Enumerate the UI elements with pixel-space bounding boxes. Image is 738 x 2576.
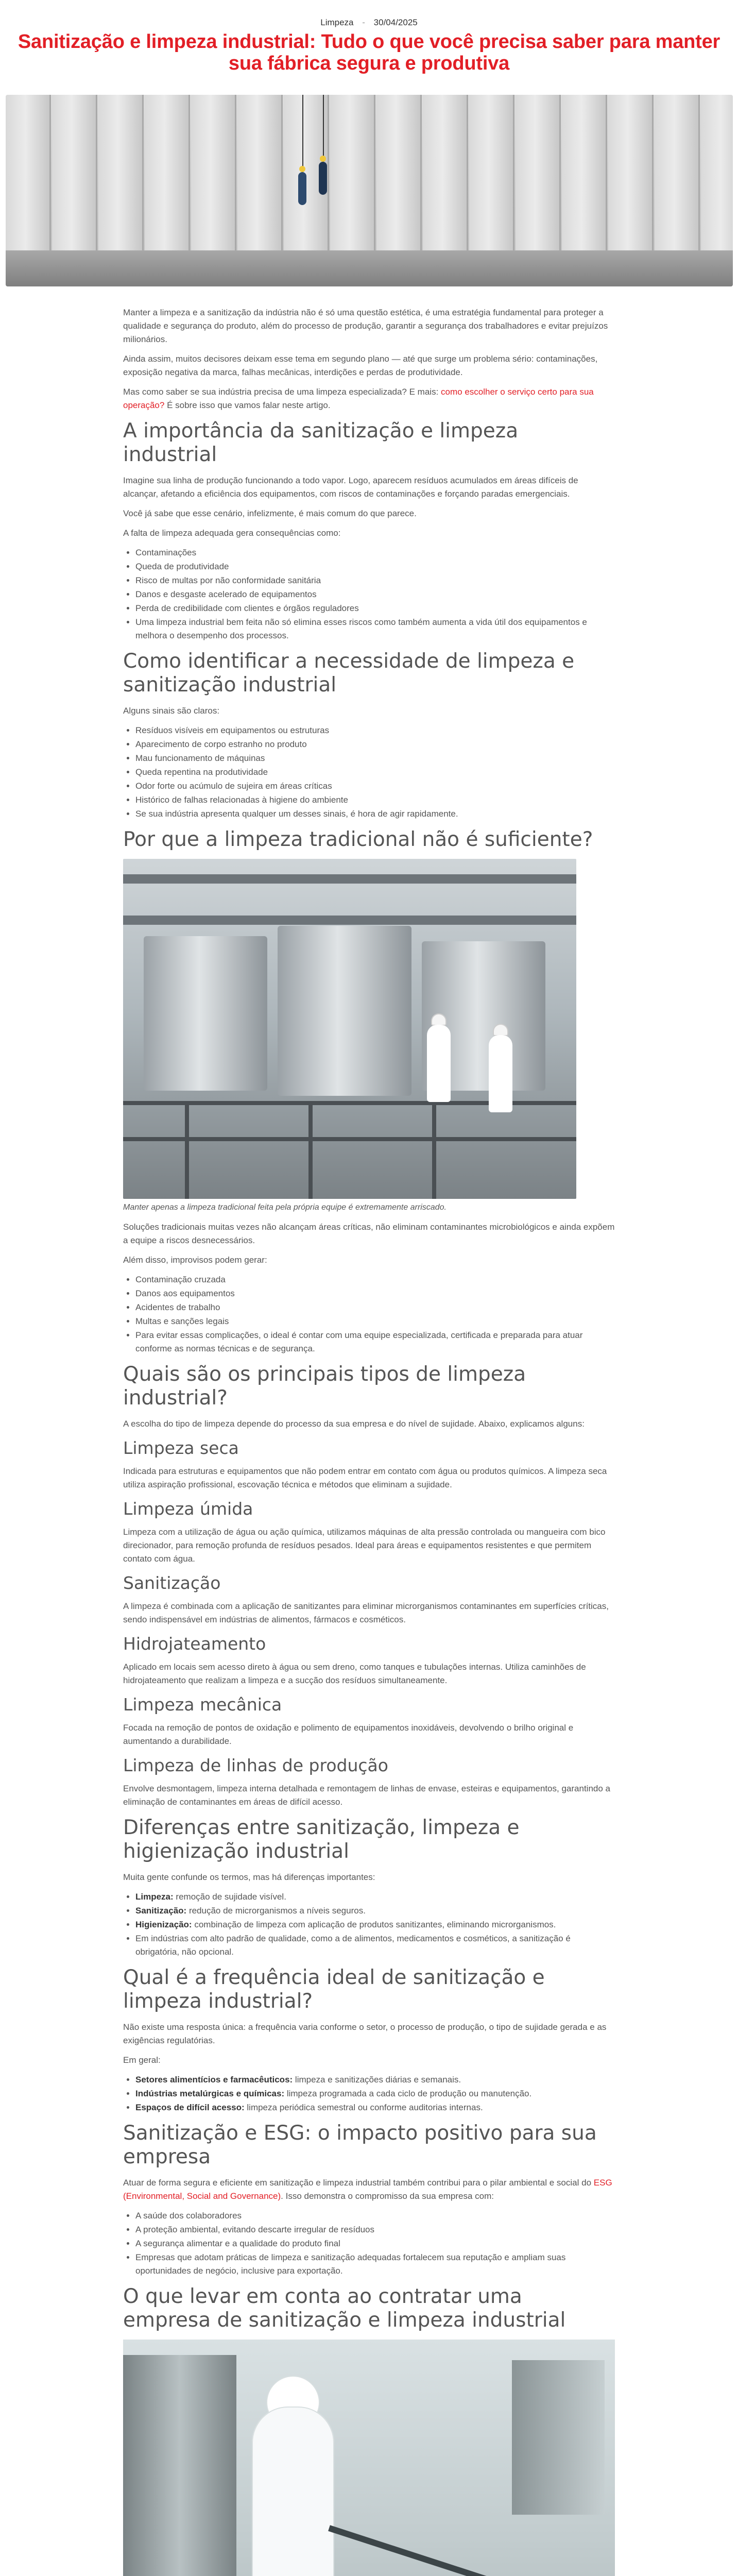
paragraph: Em geral: [123, 2055, 161, 2065]
paragraph: Além disso, improvisos podem gerar: [123, 1255, 267, 1265]
consequences-list [135, 546, 615, 642]
paragraph: Não existe uma resposta única: a frequência varia conforme o setor, o processo de produção, o tipo de sujidade gerada e as exigências regulatórias. [123, 2022, 607, 2045]
intro-paragraph: Mas como saber se sua indústria precisa de uma limpeza especializada? E mais: como escolher o serviço certo para sua operação? É sobre isso que vamos falar neste artigo. [123, 387, 594, 410]
post-meta [0, 0, 738, 31]
section-heading: O que levar em conta ao contratar uma empresa de sanitização e limpeza industrial [123, 2285, 566, 2332]
list-item: • Risco de multas por não conformidade sanitária [135, 574, 615, 587]
list-item: • Aparecimento de corpo estranho no produto [135, 738, 615, 751]
meta-separator: - [362, 18, 365, 27]
list-item: • Setores alimentícios e farmacêuticos: limpeza e sanitizações diárias e semanais. [135, 2073, 615, 2087]
page-title: Sanitização e limpeza industrial: Tudo o que você precisa saber para manter sua fábrica segura e produtiva [18, 31, 720, 74]
list-item: • Perda de credibilidade com clientes e órgãos reguladores [135, 602, 615, 615]
choose-service-link[interactable]: como escolher o serviço certo para sua operação? [123, 387, 594, 410]
list-item: • A saúde dos colaboradores [135, 2209, 615, 2223]
list-item: • Danos e desgaste acelerado de equipamentos [135, 588, 615, 601]
paragraph: Atuar de forma segura e eficiente em sanitização e limpeza industrial também contribui para o pilar ambiental e social do ESG (Environmental, Social and Governance). Isso demonstra o compromisso da sua empresa com: [123, 2178, 612, 2201]
paragraph: Imagine sua linha de produção funcionando a todo vapor. Logo, aparecem resíduos acumulados em áreas difíceis de alcançar, afetando a eficiência dos equipamentos, com riscos de contaminações e forçando paradas emergenciais. [123, 476, 578, 499]
list-item: • Higienização: combinação de limpeza com aplicação de produtos sanitizantes, eliminando microrganismos. [135, 1918, 615, 1931]
list-item: • Acidentes de trabalho [135, 1301, 615, 1314]
list-item: • Limpeza: remoção de sujidade visível. [135, 1890, 615, 1904]
section-heading: Por que a limpeza tradicional não é suficiente? [123, 828, 593, 851]
list-item: • Contaminação cruzada [135, 1273, 615, 1286]
section-heading: Diferenças entre sanitização, limpeza e higienização industrial [123, 1816, 520, 1863]
list-item: • Sanitização: redução de microrganismos a níveis seguros. [135, 1904, 615, 1918]
subsection-heading: Hidrojateamento [123, 1634, 266, 1654]
section-heading: Como identificar a necessidade de limpeza e sanitização industrial [123, 650, 575, 697]
image-caption: Manter apenas a limpeza tradicional feita pela própria equipe é extremamente arriscado. [123, 1203, 447, 1212]
signs-list [135, 724, 615, 821]
list-item: • Histórico de falhas relacionadas à higiene do ambiente [135, 793, 615, 807]
paragraph: Limpeza com a utilização de água ou ação química, utilizamos máquinas de alta pressão controlada ou mangueira com bico direcionador, para remoção profunda de resíduos pesados. Ideal para áreas e equipamentos resistentes e que permitem contato com água. [123, 1527, 606, 1564]
list-item: • A segurança alimentar e a qualidade do produto final [135, 2237, 615, 2250]
list-item: • Contaminações [135, 546, 615, 560]
section-heading: A importância da sanitização e limpeza industrial [123, 419, 519, 466]
list-item: • Em indústrias com alto padrão de qualidade, como a de alimentos, medicamentos e cosméticos, a sanitização é obrigatória, não opcional. [135, 1932, 615, 1959]
paragraph: Indicada para estruturas e equipamentos que não podem entrar em contato com água ou produtos químicos. A limpeza seca utiliza aspiração profissional, escovação técnica e métodos que eliminam a sujidade. [123, 1466, 607, 1489]
paragraph: Você já sabe que esse cenário, infelizmente, é mais comum do que parece. [123, 509, 417, 518]
paragraph: Aplicado em locais sem acesso direto à água ou sem dreno, como tanques e tubulações internas. Utiliza caminhões de hidrojateamento que realizam a limpeza e a sucção dos resíduos simultaneamente. [123, 1662, 586, 1685]
subsection-heading: Limpeza de linhas de produção [123, 1755, 388, 1775]
subsection-heading: Limpeza úmida [123, 1499, 253, 1519]
list-item: • Para evitar essas complicações, o ideal é contar com uma equipe especializada, certificada e preparada para atuar conforme as normas técnicas e de segurança. [135, 1329, 615, 1355]
frequency-list [135, 2073, 615, 2114]
industrial-cleaning-photo [123, 859, 576, 1199]
list-item: • Empresas que adotam práticas de limpeza e sanitização adequadas fortalecem sua reputação e ampliam suas oportunidades de negócio, inclusive para exportação. [135, 2251, 615, 2278]
post-category[interactable]: Limpeza [320, 18, 354, 27]
list-item: • Queda de produtividade [135, 560, 615, 573]
list-item: • A proteção ambiental, evitando descarte irregular de resíduos [135, 2223, 615, 2236]
section-heading: Sanitização e ESG: o impacto positivo para sua empresa [123, 2122, 597, 2168]
section-heading: Quais são os principais tipos de limpeza industrial? [123, 1363, 526, 1410]
article-body [123, 286, 615, 2576]
esg-list [135, 2209, 615, 2278]
list-item: • Espaços de difícil acesso: limpeza periódica semestral ou conforme auditorias internas. [135, 2101, 615, 2114]
sanitization-worker-photo [123, 2340, 615, 2576]
risks-list [135, 1273, 615, 1355]
paragraph: Soluções tradicionais muitas vezes não alcançam áreas críticas, não eliminam contaminantes microbiológicos e ainda expõem a equipe a riscos desnecessários. [123, 1222, 615, 1245]
list-item: • Resíduos visíveis em equipamentos ou estruturas [135, 724, 615, 737]
list-item: • Multas e sanções legais [135, 1315, 615, 1328]
hero-image [6, 95, 733, 286]
section-heading: Qual é a frequência ideal de sanitização e limpeza industrial? [123, 1966, 545, 2013]
paragraph: Alguns sinais são claros: [123, 706, 220, 716]
paragraph: Muita gente confunde os termos, mas há diferenças importantes: [123, 1872, 375, 1882]
paragraph: Envolve desmontagem, limpeza interna detalhada e remontagem de linhas de envase, esteiras e equipamentos, garantindo a eliminação de contaminantes em áreas de difícil acesso. [123, 1784, 610, 1807]
list-item: • Se sua indústria apresenta qualquer um desses sinais, é hora de agir rapidamente. [135, 807, 615, 821]
paragraph: A limpeza é combinada com a aplicação de sanitizantes para eliminar microrganismos contaminantes em superfícies críticas, sendo indispensável em indústrias de alimentos, fármacos e cosméticos. [123, 1601, 609, 1624]
definitions-list [135, 1890, 615, 1959]
list-item: • Mau funcionamento de máquinas [135, 752, 615, 765]
intro-paragraph: Ainda assim, muitos decisores deixam esse tema em segundo plano — até que surge um problema sério: contaminações, exposição negativa da marca, falhas mecânicas, interdições e perdas de produtividade. [123, 354, 598, 377]
subsection-heading: Limpeza seca [123, 1438, 239, 1458]
list-item: • Uma limpeza industrial bem feita não só elimina esses riscos como também aumenta a vida útil dos equipamentos e melhora o desempenho dos processos. [135, 616, 615, 642]
list-item: • Indústrias metalúrgicas e químicas: limpeza programada a cada ciclo de produção ou manutenção. [135, 2087, 615, 2100]
list-item: • Odor forte ou acúmulo de sujeira em áreas críticas [135, 779, 615, 793]
subsection-heading: Limpeza mecânica [123, 1694, 282, 1715]
esg-link[interactable]: ESG (Environmental, Social and Governance) [123, 2178, 612, 2201]
paragraph: A falta de limpeza adequada gera consequências como: [123, 528, 341, 538]
paragraph: Focada na remoção de pontos de oxidação e polimento de equipamentos inoxidáveis, devolvendo o brilho original e aumentando a durabilidade. [123, 1723, 574, 1746]
paragraph: A escolha do tipo de limpeza depende do processo da sua empresa e do nível de sujidade. Abaixo, explicamos alguns: [123, 1419, 585, 1429]
subsection-heading: Sanitização [123, 1573, 221, 1593]
list-item: • Danos aos equipamentos [135, 1287, 615, 1300]
intro-paragraph: Manter a limpeza e a sanitização da indústria não é só uma questão estética, é uma estratégia fundamental para proteger a qualidade e segurança do produto, além do processo de produção, garantir a segurança dos trabalhadores e evitar prejuízos milionários. [123, 308, 608, 344]
post-date: 30/04/2025 [373, 18, 418, 27]
list-item: • Queda repentina na produtividade [135, 766, 615, 779]
